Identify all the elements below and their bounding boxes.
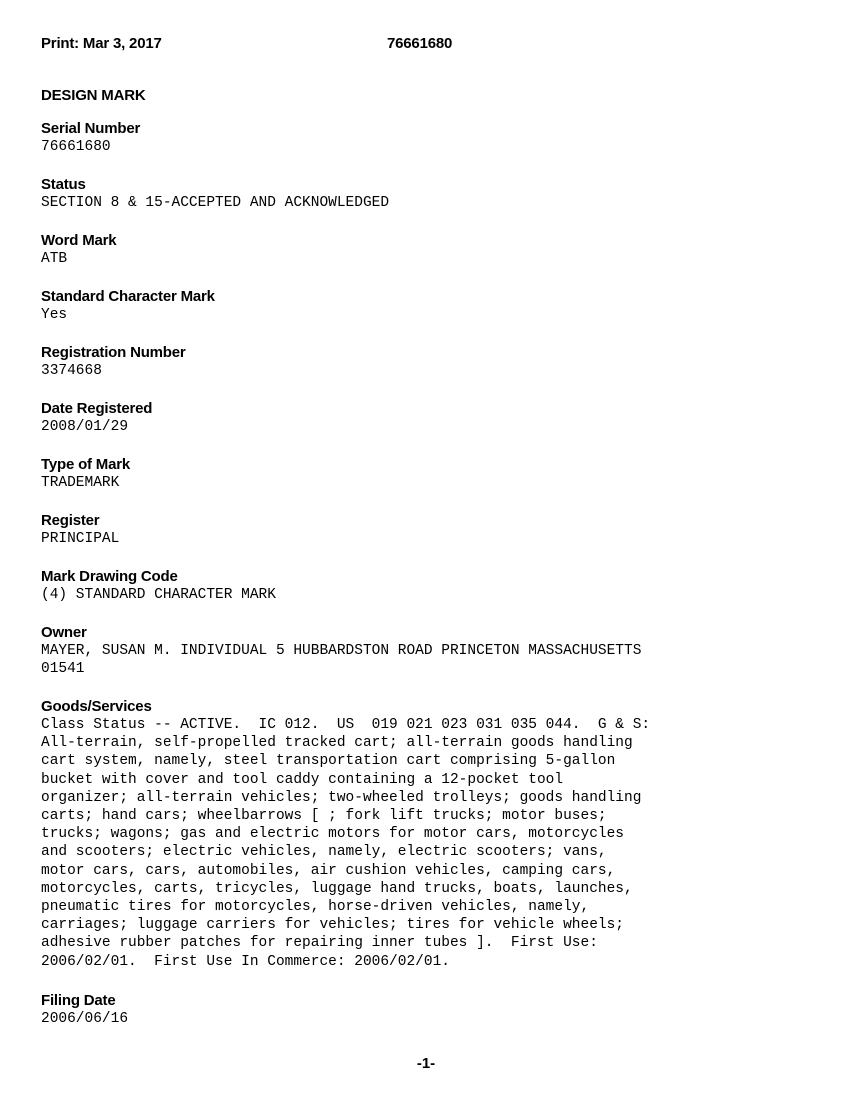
field-label: Owner: [41, 624, 821, 642]
page-number: -1-: [417, 1055, 435, 1072]
document-title: DESIGN MARK: [41, 87, 145, 104]
field-value: PRINCIPAL: [41, 530, 821, 548]
field-label: Type of Mark: [41, 456, 821, 474]
field-label: Word Mark: [41, 232, 821, 250]
field-label: Status: [41, 176, 821, 194]
field-value: SECTION 8 & 15-ACCEPTED AND ACKNOWLEDGED: [41, 194, 821, 212]
field-label: Serial Number: [41, 120, 821, 138]
field-value: MAYER, SUSAN M. INDIVIDUAL 5 HUBBARDSTON ROAD PRINCETON MASSACHUSETTS 01541: [41, 642, 821, 678]
field-owner: [41, 624, 821, 678]
field-label: Mark Drawing Code: [41, 568, 821, 586]
field-value: Class Status -- ACTIVE. IC 012. US 019 021 023 031 035 044. G & S: All-terrain, self-propelled tracked cart; all-terrain goods handling cart system, namely, steel transportation cart comprising 5-gallon bucket with cover and tool caddy containing a 12-pocket tool organizer; all-terrain vehicles; two-wheeled trolleys; goods handling carts; hand cars; wheelbarrows [ ; fork lift trucks; motor buses; trucks; wagons; gas and electric motors for motor cars, motorcycles and scooters; electric vehicles, namely, electric scooters; vans, motor cars, cars, automobiles, air cushion vehicles, camping cars, motorcycles, carts, tricycles, luggage hand trucks, boats, launches, pneumatic tires for motorcycles, horse-driven vehicles, namely, carriages; luggage carriers for vehicles; tires for vehicle wheels; adhesive rubber patches for repairing inner tubes ]. First Use: 2006/02/01. First Use In Commerce: 2006/02/01.: [41, 716, 821, 971]
print-date: Print: Mar 3, 2017: [41, 35, 162, 52]
field-serial-number: [41, 120, 821, 156]
field-status: [41, 176, 821, 212]
field-value: ATB: [41, 250, 821, 268]
field-register: [41, 512, 821, 548]
header-serial-number: 76661680: [387, 35, 452, 52]
field-value: (4) STANDARD CHARACTER MARK: [41, 586, 821, 604]
page-number-footer: [0, 1055, 864, 1072]
print-header: [41, 35, 162, 52]
field-filing-date: [41, 992, 821, 1028]
field-value: 76661680: [41, 138, 821, 156]
document-page: [0, 0, 864, 1120]
field-type-of-mark: [41, 456, 821, 492]
field-standard-character-mark: [41, 288, 821, 324]
field-registration-number: [41, 344, 821, 380]
field-mark-drawing-code: [41, 568, 821, 604]
field-date-registered: [41, 400, 821, 436]
field-label: Goods/Services: [41, 698, 821, 716]
field-word-mark: [41, 232, 821, 268]
field-value: 3374668: [41, 362, 821, 380]
field-label: Standard Character Mark: [41, 288, 821, 306]
field-value: 2008/01/29: [41, 418, 821, 436]
field-goods-services: [41, 698, 821, 971]
field-value: 2006/06/16: [41, 1010, 821, 1028]
field-label: Filing Date: [41, 992, 821, 1010]
field-value: TRADEMARK: [41, 474, 821, 492]
field-label: Registration Number: [41, 344, 821, 362]
field-label: Date Registered: [41, 400, 821, 418]
field-value: Yes: [41, 306, 821, 324]
field-label: Register: [41, 512, 821, 530]
